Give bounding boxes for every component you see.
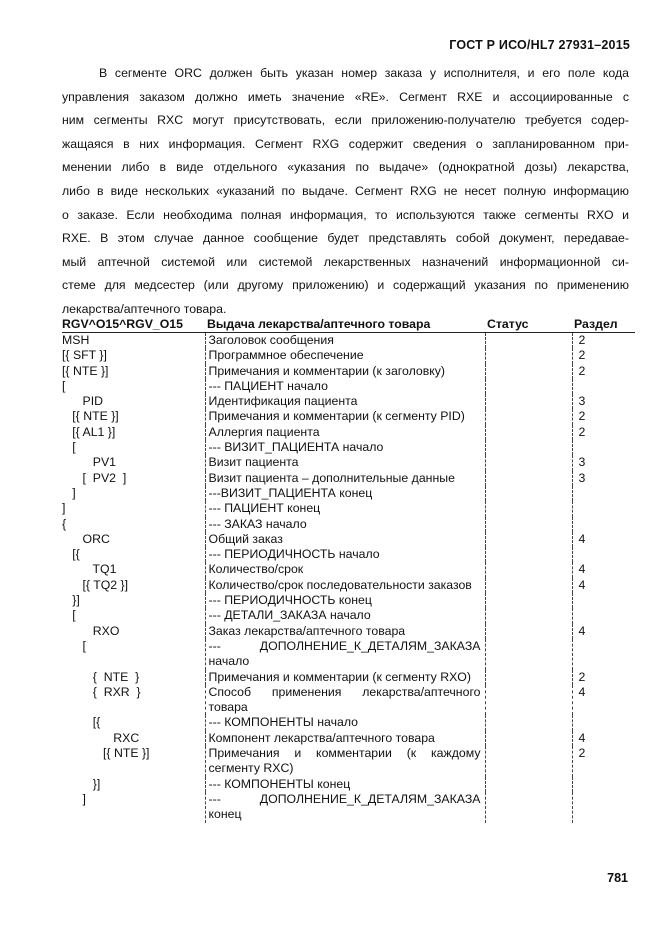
status-cell bbox=[485, 348, 572, 363]
description-cell: --- ПЕРИОДИЧНОСТЬ начало bbox=[205, 547, 485, 562]
table-header-row bbox=[62, 315, 635, 333]
status-cell bbox=[485, 608, 572, 623]
section-cell: 4 bbox=[572, 532, 635, 547]
description-cell: Способ применения лекарства/аптечного товара bbox=[205, 685, 485, 716]
header-status: Статус bbox=[485, 315, 572, 333]
section-cell: 3 bbox=[572, 471, 635, 486]
section-cell bbox=[572, 501, 635, 516]
table-row bbox=[62, 517, 635, 532]
section-cell bbox=[572, 777, 635, 792]
paragraph-line: В сегменте ORC должен быть указан номер заказа у исполнителя, и его поле кода bbox=[99, 66, 629, 80]
table-row bbox=[62, 593, 635, 608]
description-cell: --- ДЕТАЛИ_ЗАКАЗА начало bbox=[205, 608, 485, 623]
paragraph-line: управления заказом должно иметь значение «RE». Сегмент RXE и ассоциированные с bbox=[62, 89, 629, 104]
paragraph-line: стеме для медсестер (или другому приложению) и содержащий указания по применению bbox=[62, 278, 629, 293]
description-cell: --- ЗАКАЗ начало bbox=[205, 517, 485, 532]
section-cell: 4 bbox=[572, 685, 635, 716]
description-cell: Заголовок сообщения bbox=[205, 333, 485, 349]
table-row bbox=[62, 624, 635, 639]
segment-cell: [{ TQ2 }] bbox=[62, 577, 129, 592]
table-row bbox=[62, 471, 635, 486]
segment-cell: }] bbox=[62, 593, 80, 608]
segment-cell: ] bbox=[62, 501, 66, 516]
section-cell bbox=[572, 379, 635, 394]
paragraph-line: лекарства/аптечного товара. bbox=[62, 301, 227, 316]
segment-cell: RXC bbox=[62, 730, 140, 745]
status-cell bbox=[485, 715, 572, 730]
table-row bbox=[62, 731, 635, 746]
description-cell: Визит пациента bbox=[205, 455, 485, 470]
segment-cell: { RXR } bbox=[62, 684, 141, 699]
table-row bbox=[62, 670, 635, 685]
table-row bbox=[62, 501, 635, 516]
segment-cell: ORC bbox=[62, 531, 110, 546]
description-cell: --- ВИЗИТ_ПАЦИЕНТА начало bbox=[205, 440, 485, 455]
status-cell bbox=[485, 777, 572, 792]
header-description: Выдача лекарства/аптечного товара bbox=[205, 315, 485, 333]
description-cell: Количество/срок bbox=[205, 562, 485, 577]
description-cell: --- ПАЦИЕНТ конец bbox=[205, 501, 485, 516]
description-cell: Общий заказ bbox=[205, 532, 485, 547]
description-cell: --- ДОПОЛНЕНИЕ_К_ДЕТАЛЯМ_ЗАКАЗА начало bbox=[205, 639, 485, 670]
table-row bbox=[62, 364, 635, 379]
segment-cell: MSH bbox=[62, 333, 90, 347]
segment-cell: [{ bbox=[62, 715, 101, 730]
description-cell: --- ДОПОЛНЕНИЕ_К_ДЕТАЛЯМ_ЗАКАЗА конец bbox=[205, 792, 485, 823]
section-cell bbox=[572, 715, 635, 730]
segment-cell: [ bbox=[62, 638, 86, 653]
segment-cell: [ bbox=[62, 440, 76, 455]
segment-cell: [ bbox=[62, 378, 66, 393]
standard-header: ГОСТ Р ИСО/HL7 27931–2015 bbox=[449, 38, 630, 52]
section-cell: 4 bbox=[572, 731, 635, 746]
segment-cell: [{ NTE }] bbox=[62, 409, 119, 424]
section-cell: 2 bbox=[572, 333, 635, 349]
table-row bbox=[62, 379, 635, 394]
paragraph-line: либо в виде нескольких «указаний по выдаче. Сегмент RXG не несет полную информацию bbox=[62, 183, 629, 198]
segment-cell: RXO bbox=[62, 623, 120, 638]
table-row bbox=[62, 532, 635, 547]
description-cell: Программное обеспечение bbox=[205, 348, 485, 363]
paragraph-line: RXE. В этом случае данное сообщение будет представлять собой документ, передавае- bbox=[62, 231, 629, 246]
segment-cell: }] bbox=[62, 776, 101, 791]
status-cell bbox=[485, 532, 572, 547]
table-row bbox=[62, 639, 635, 670]
segment-cell: [{ NTE }] bbox=[62, 746, 150, 761]
table-row bbox=[62, 348, 635, 363]
status-cell bbox=[485, 670, 572, 685]
status-cell bbox=[485, 409, 572, 424]
status-cell bbox=[485, 471, 572, 486]
table-row bbox=[62, 562, 635, 577]
status-cell bbox=[485, 685, 572, 716]
status-cell bbox=[485, 792, 572, 823]
segment-cell: [{ bbox=[62, 547, 80, 562]
table-row bbox=[62, 547, 635, 562]
section-cell bbox=[572, 440, 635, 455]
paragraph-line: о заказе. Если необходима полная информация, то используются также сегменты RXO и bbox=[62, 207, 629, 222]
status-cell bbox=[485, 364, 572, 379]
section-cell: 4 bbox=[572, 624, 635, 639]
status-cell bbox=[485, 578, 572, 593]
segment-cell: ] bbox=[62, 791, 86, 806]
message-structure-table bbox=[62, 315, 635, 823]
section-cell bbox=[572, 608, 635, 623]
section-cell: 4 bbox=[572, 578, 635, 593]
body-paragraph bbox=[62, 62, 629, 322]
description-cell: Примечания и комментарии (к сегменту RXO) bbox=[205, 670, 485, 685]
description-cell: Компонент лекарства/аптечного товара bbox=[205, 731, 485, 746]
status-cell bbox=[485, 731, 572, 746]
section-cell: 3 bbox=[572, 394, 635, 409]
status-cell bbox=[485, 440, 572, 455]
section-cell bbox=[572, 517, 635, 532]
section-cell bbox=[572, 486, 635, 501]
status-cell bbox=[485, 624, 572, 639]
section-cell bbox=[572, 547, 635, 562]
segment-cell: TQ1 bbox=[62, 562, 117, 577]
section-cell: 3 bbox=[572, 455, 635, 470]
status-cell bbox=[485, 486, 572, 501]
description-cell: ---ВИЗИТ_ПАЦИЕНТА конец bbox=[205, 486, 485, 501]
table-row bbox=[62, 409, 635, 424]
section-cell bbox=[572, 639, 635, 670]
status-cell bbox=[485, 394, 572, 409]
segment-cell: { NTE } bbox=[62, 669, 140, 684]
segment-cell: ] bbox=[62, 485, 76, 500]
section-cell: 2 bbox=[572, 670, 635, 685]
description-cell: Аллергия пациента bbox=[205, 425, 485, 440]
paragraph-line: жащаяся в них информация. Сегмент RXG содержит сведения о запланированном при- bbox=[62, 136, 629, 151]
table-row bbox=[62, 394, 635, 409]
description-cell: --- КОМПОНЕНТЫ конец bbox=[205, 777, 485, 792]
section-cell bbox=[572, 792, 635, 823]
table-row bbox=[62, 777, 635, 792]
section-cell: 4 bbox=[572, 562, 635, 577]
paragraph-line: ним сегменты RXC могут присутствовать, если приложению-получателю требуется содер- bbox=[62, 113, 629, 128]
description-cell: --- ПАЦИЕНТ начало bbox=[205, 379, 485, 394]
segment-cell: PV1 bbox=[62, 455, 116, 470]
status-cell bbox=[485, 455, 572, 470]
status-cell bbox=[485, 593, 572, 608]
table-row bbox=[62, 578, 635, 593]
status-cell bbox=[485, 517, 572, 532]
segment-cell: { bbox=[62, 516, 67, 531]
description-cell: Количество/срок последовательности заказов bbox=[205, 578, 485, 593]
description-cell: --- ПЕРИОДИЧНОСТЬ конец bbox=[205, 593, 485, 608]
section-cell: 2 bbox=[572, 425, 635, 440]
section-cell: 2 bbox=[572, 348, 635, 363]
section-cell bbox=[572, 593, 635, 608]
segment-cell: [ bbox=[62, 608, 76, 623]
table-row bbox=[62, 486, 635, 501]
description-cell: Примечания и комментарии (к сегменту PID) bbox=[205, 409, 485, 424]
status-cell bbox=[485, 379, 572, 394]
segment-cell: [ PV2 ] bbox=[62, 470, 127, 485]
table-row bbox=[62, 425, 635, 440]
segment-cell: [{ NTE }] bbox=[62, 363, 109, 378]
section-cell: 2 bbox=[572, 746, 635, 777]
table-row bbox=[62, 455, 635, 470]
header-section: Раздел bbox=[572, 315, 635, 333]
table-row bbox=[62, 685, 635, 716]
description-cell: Примечания и комментарии (к каждому сегменту RXC) bbox=[205, 746, 485, 777]
segment-cell: [{ SFT }] bbox=[62, 348, 107, 363]
table-row bbox=[62, 715, 635, 730]
page-number: 781 bbox=[607, 871, 628, 885]
description-cell: Визит пациента – дополнительные данные bbox=[205, 471, 485, 486]
status-cell bbox=[485, 425, 572, 440]
description-cell: Идентификация пациента bbox=[205, 394, 485, 409]
segment-cell: PID bbox=[62, 394, 103, 409]
paragraph-line: менении либо в виде отдельного «указания по выдаче» (однократной дозы) лекарства, bbox=[62, 160, 629, 175]
description-cell: --- КОМПОНЕНТЫ начало bbox=[205, 715, 485, 730]
status-cell bbox=[485, 746, 572, 777]
description-cell: Примечания и комментарии (к заголовку) bbox=[205, 364, 485, 379]
section-cell: 2 bbox=[572, 409, 635, 424]
description-cell: Заказ лекарства/аптечного товара bbox=[205, 624, 485, 639]
status-cell bbox=[485, 639, 572, 670]
segment-cell: [{ AL1 }] bbox=[62, 424, 116, 439]
table-row bbox=[62, 333, 635, 349]
status-cell bbox=[485, 501, 572, 516]
status-cell bbox=[485, 562, 572, 577]
paragraph-line: мый аптечной системой или системой лекарственных назначений информационной си- bbox=[62, 254, 629, 269]
status-cell bbox=[485, 547, 572, 562]
table-row bbox=[62, 792, 635, 823]
table-row bbox=[62, 746, 635, 777]
header-message-type: RGV^O15^RGV_O15 bbox=[62, 315, 205, 333]
table-row bbox=[62, 608, 635, 623]
section-cell: 2 bbox=[572, 364, 635, 379]
table-row bbox=[62, 440, 635, 455]
status-cell bbox=[485, 333, 572, 349]
